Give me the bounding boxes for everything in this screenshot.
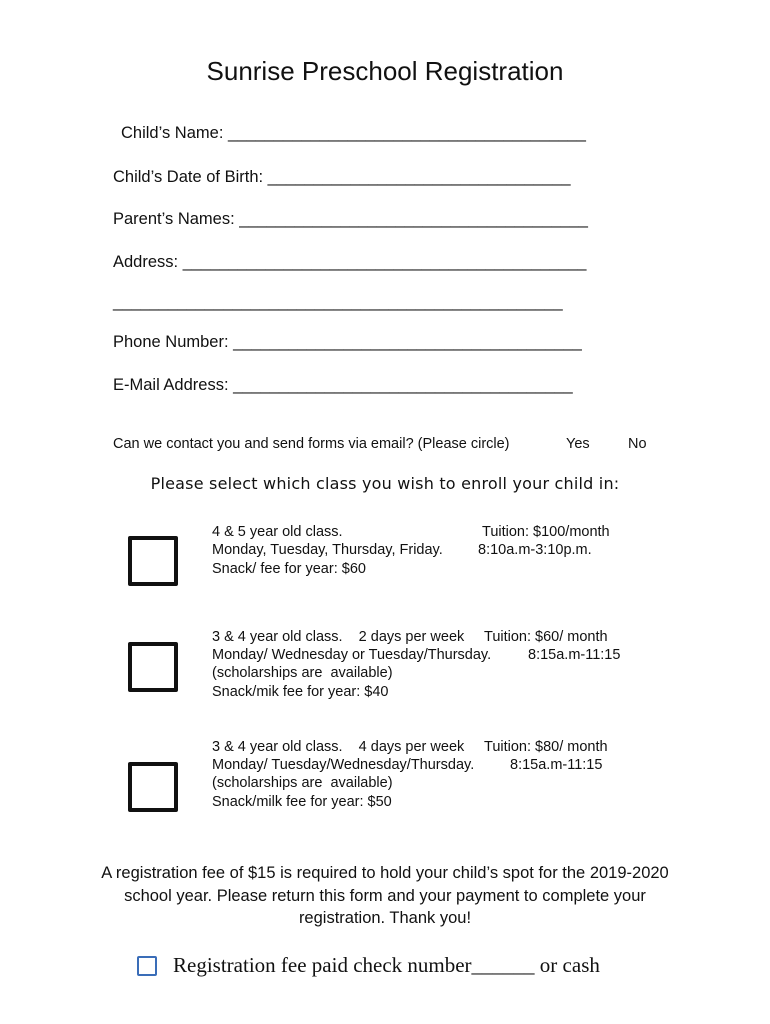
class-1-name: 4 & 5 year old class. [212, 524, 343, 540]
class-1-hours: 8:10a.m-3:10p.m. [478, 542, 592, 558]
class-1-days: Monday, Tuesday, Thursday, Friday. [212, 542, 443, 558]
class-3-tuition: Tuition: $80/ month [484, 739, 608, 755]
class-3-scholarships: (scholarships are available) [212, 775, 393, 791]
class-1-snack-fee: Snack/ fee for year: $60 [212, 561, 366, 577]
email-address-field[interactable]: E-Mail Address: _____________________________________ [113, 376, 573, 394]
class-3-checkbox[interactable] [128, 762, 178, 812]
class-2-snack-fee: Snack/mik fee for year: $40 [212, 684, 389, 700]
class-2-days: Monday/ Wednesday or Tuesday/Thursday. [212, 647, 492, 663]
registration-fee-notice: A registration fee of $15 is required to hold your child’s spot for the 2019-2020 school year. Please return this form and your payment to complete your registration. Thank you! [101, 864, 669, 927]
class-3-snack-fee: Snack/milk fee for year: $50 [212, 794, 392, 810]
class-2-tuition: Tuition: $60/ month [484, 629, 608, 645]
contact-no-option[interactable]: No [628, 436, 647, 452]
class-3-hours: 8:15a.m-11:15 [510, 757, 603, 773]
class-2-scholarships: (scholarships are available) [212, 665, 393, 681]
class-1-tuition: Tuition: $100/month [482, 524, 610, 540]
fee-paid-checkbox[interactable] [137, 956, 157, 976]
class-2-hours: 8:15a.m-11:15 [528, 647, 621, 663]
class-1-checkbox[interactable] [128, 536, 178, 586]
parent-names-field[interactable]: Parent’s Names: ______________________________________ [113, 210, 588, 228]
fee-paid-label: Registration fee paid check number______ or cash [173, 953, 600, 977]
class-3-name: 3 & 4 year old class. 4 days per week [212, 739, 465, 755]
phone-number-field[interactable]: Phone Number: ______________________________________ [113, 333, 582, 351]
email-contact-question: Can we contact you and send forms via email? (Please circle) [113, 436, 510, 452]
child-name-field[interactable]: Child’s Name: _______________________________________ [121, 124, 586, 142]
form-title: Sunrise Preschool Registration [206, 56, 564, 86]
child-dob-field[interactable]: Child’s Date of Birth: _________________________________ [113, 168, 571, 186]
address-line2-field[interactable]: _________________________________________________ [113, 293, 563, 311]
address-field[interactable]: Address: ____________________________________________ [113, 253, 587, 271]
class-3-days: Monday/ Tuesday/Wednesday/Thursday. [212, 757, 475, 773]
class-selection-heading: Please select which class you wish to enroll your child in: [150, 474, 620, 493]
class-2-name: 3 & 4 year old class. 2 days per week [212, 629, 465, 645]
contact-yes-option[interactable]: Yes [566, 436, 590, 452]
class-2-checkbox[interactable] [128, 642, 178, 692]
